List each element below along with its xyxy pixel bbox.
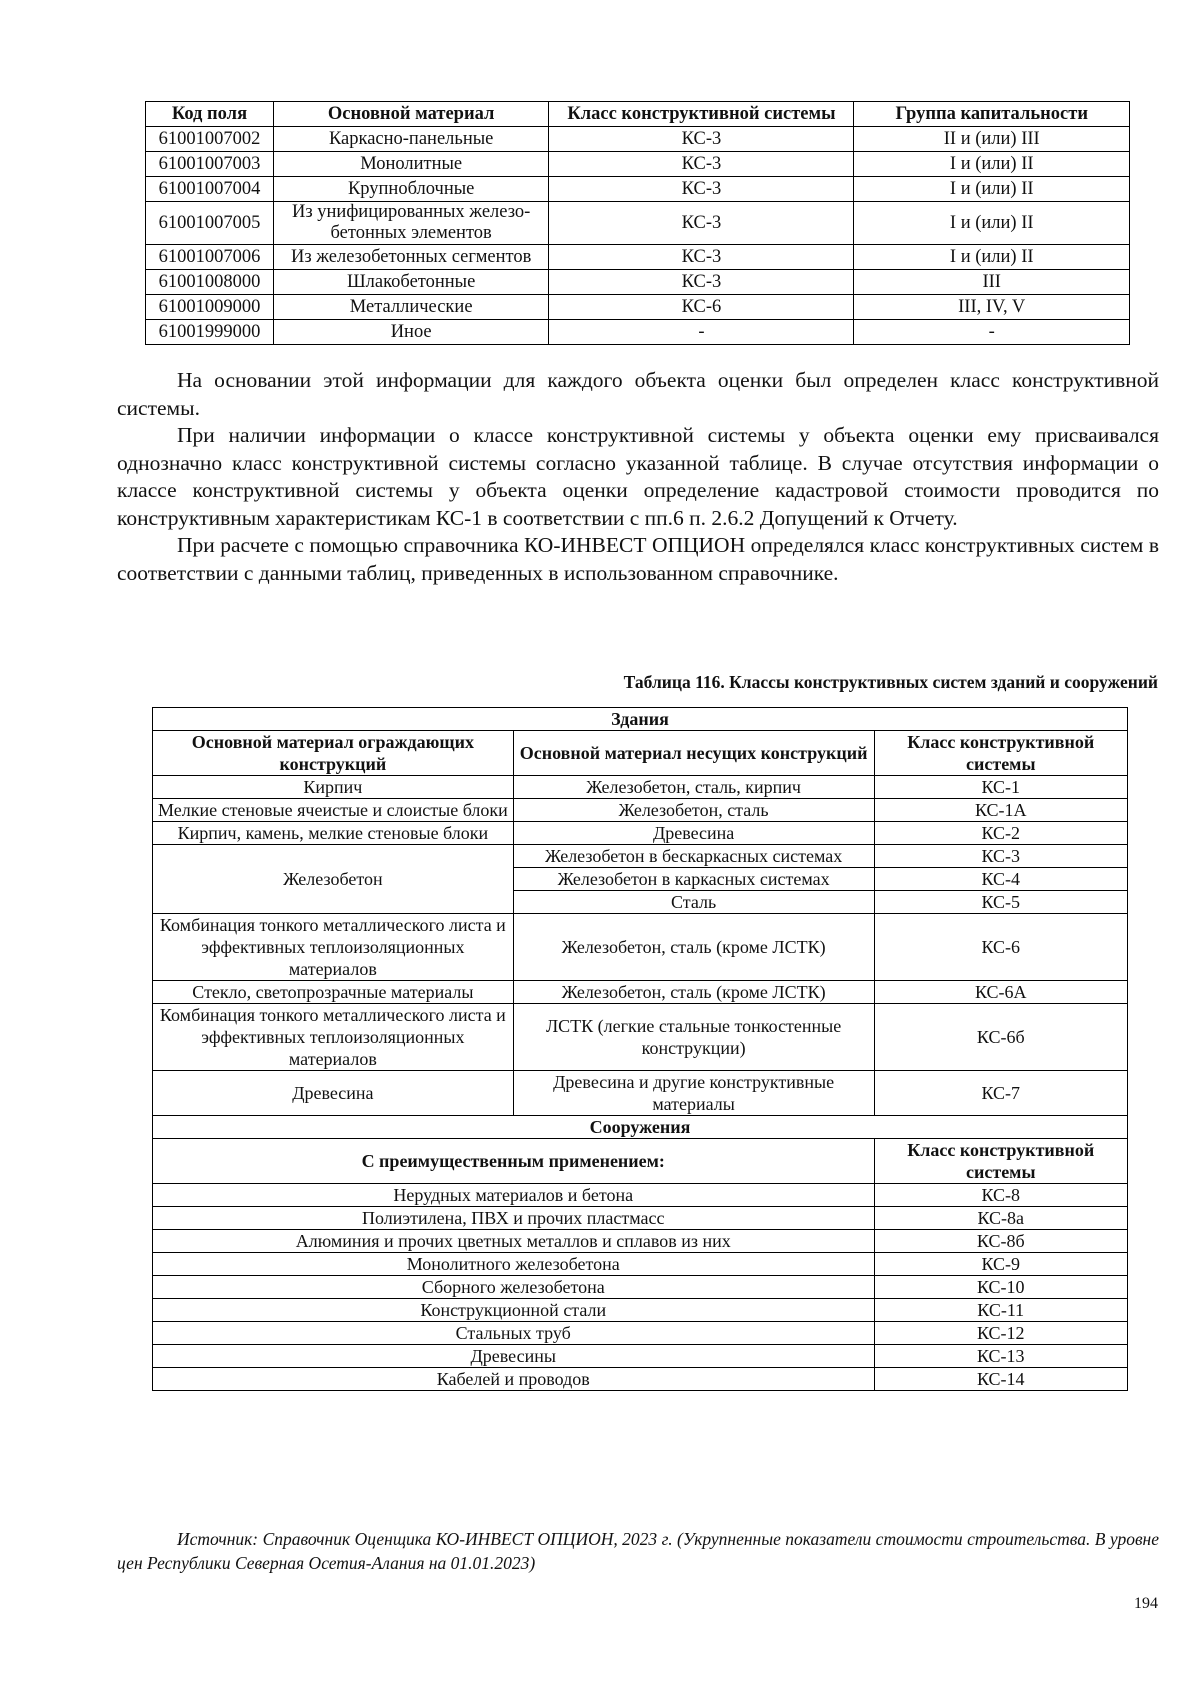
cell: Стекло, светопрозрачные материалы	[153, 981, 514, 1004]
cell: 61001007006	[146, 245, 274, 270]
cell: I и (или) II	[854, 245, 1130, 270]
cell: КС-3	[549, 177, 854, 202]
cell: КС-9	[874, 1253, 1128, 1276]
cell: Железобетон, сталь	[513, 799, 874, 822]
cell: I и (или) II	[854, 202, 1130, 245]
cell: КС-6	[874, 914, 1128, 981]
cell: КС-8а	[874, 1207, 1128, 1230]
cell: 61001009000	[146, 295, 274, 320]
cell: КС-7	[874, 1071, 1128, 1116]
cell: Монолитные	[273, 152, 549, 177]
cell: Нерудных материалов и бетона	[153, 1184, 875, 1207]
cell: Монолитного железобетона	[153, 1253, 875, 1276]
table-row	[146, 177, 1130, 202]
cell: Металлические	[273, 295, 549, 320]
cell: -	[549, 320, 854, 345]
table-row	[153, 914, 1128, 981]
construction-class-table	[152, 707, 1128, 1391]
cell: КС-5	[874, 891, 1128, 914]
table-row	[153, 1004, 1128, 1071]
cell: КС-10	[874, 1276, 1128, 1299]
section-header-row	[153, 1116, 1128, 1139]
col-header-code: Код поля	[146, 102, 274, 127]
paragraph: При наличии информации о классе конструктивной системы у объекта оценки ему присваивался однозначно класс конструктивной системы согласно указанной таблице. В случае отсутствия информации о классе конструктивной системы у объекта оценки определение кадастровой стоимости проводится по конструктивным характеристикам КС-1 в соответствии с пп.6 п. 2.6.2 Допущений к Отчету.	[117, 423, 1159, 530]
cell: I и (или) II	[854, 152, 1130, 177]
cell: КС-3	[549, 245, 854, 270]
cell: КС-8б	[874, 1230, 1128, 1253]
cell: Шлакобетонные	[273, 270, 549, 295]
table-caption: Таблица 116. Классы конструктивных систем зданий и сооружений	[623, 672, 1158, 692]
cell: Каркасно-панельные	[273, 127, 549, 152]
col-header-group: Группа капитальности	[854, 102, 1130, 127]
cell: Древесины	[153, 1345, 875, 1368]
cell: КС-2	[874, 822, 1128, 845]
col-header-material: Основной материал	[273, 102, 549, 127]
cell: Алюминия и прочих цветных металлов и сплавов из них	[153, 1230, 875, 1253]
table-row	[146, 152, 1130, 177]
cell: II и (или) III	[854, 127, 1130, 152]
section-header-row	[153, 708, 1128, 731]
cell: Из унифицированных железо-бетонных элементов	[273, 202, 549, 245]
cell: Железобетон в бескаркасных системах	[513, 845, 874, 868]
table-header-row	[153, 731, 1128, 776]
cell: КС-6	[549, 295, 854, 320]
cell: 61001008000	[146, 270, 274, 295]
table-row	[153, 1230, 1128, 1253]
page-number: 194	[1134, 1595, 1158, 1612]
cell: КС-14	[874, 1368, 1128, 1391]
col-header-class: Класс конструктивной системы	[874, 731, 1128, 776]
table-row	[153, 1253, 1128, 1276]
cell: Комбинация тонкого металлического листа и эффективных теплоизоляционных материалов	[153, 914, 514, 981]
cell: Древесина и другие конструктивные материалы	[513, 1071, 874, 1116]
table-row	[153, 1071, 1128, 1116]
table-row	[153, 1345, 1128, 1368]
cell: 61001007005	[146, 202, 274, 245]
source-note: Источник: Справочник Оценщика КО-ИНВЕСТ ОПЦИОН, 2023 г. (Укрупненные показатели стоимости строительства. В уровне цен Республики Северная Осетия-Алания на 01.01.2023)	[117, 1529, 1159, 1573]
table-row	[146, 320, 1130, 345]
cell: КС-4	[874, 868, 1128, 891]
cell: Кирпич	[153, 776, 514, 799]
table-row	[153, 1299, 1128, 1322]
cell: КС-3	[549, 127, 854, 152]
cell: КС-13	[874, 1345, 1128, 1368]
paragraph: При расчете с помощью справочника КО-ИНВЕСТ ОПЦИОН определялся класс конструктивных систем в соответствии с данными таблиц, приведенных в использованном справочнике.	[117, 533, 1159, 585]
cell: III, IV, V	[854, 295, 1130, 320]
cell: ЛСТК (легкие стальные тонкостенные конструкции)	[513, 1004, 874, 1071]
table-row	[146, 245, 1130, 270]
cell: КС-8	[874, 1184, 1128, 1207]
cell: Древесина	[153, 1071, 514, 1116]
col-header-bearing: Основной материал несущих конструкций	[513, 731, 874, 776]
cell: Полиэтилена, ПВХ и прочих пластмасс	[153, 1207, 875, 1230]
cell: Железобетон, сталь (кроме ЛСТК)	[513, 981, 874, 1004]
table-row	[153, 1276, 1128, 1299]
table-row	[146, 127, 1130, 152]
cell: Кирпич, камень, мелкие стеновые блоки	[153, 822, 514, 845]
table-row	[153, 1322, 1128, 1345]
cell: КС-1А	[874, 799, 1128, 822]
table-header-row	[146, 102, 1130, 127]
cell: КС-1	[874, 776, 1128, 799]
cell: Мелкие стеновые ячеистые и слоистые блоки	[153, 799, 514, 822]
cell: Сборного железобетона	[153, 1276, 875, 1299]
cell: -	[854, 320, 1130, 345]
cell: Древесина	[513, 822, 874, 845]
table-row	[153, 822, 1128, 845]
cell: I и (или) II	[854, 177, 1130, 202]
cell: III	[854, 270, 1130, 295]
structures-header: Сооружения	[153, 1116, 1128, 1139]
cell: Крупноблочные	[273, 177, 549, 202]
table-row	[146, 202, 1130, 245]
col-header-enclosing: Основной материал ограждающих конструкций	[153, 731, 514, 776]
cell: 61001007003	[146, 152, 274, 177]
table-header-row	[153, 1139, 1128, 1184]
cell: КС-3	[549, 202, 854, 245]
cell: КС-6А	[874, 981, 1128, 1004]
cell: КС-11	[874, 1299, 1128, 1322]
paragraph: На основании этой информации для каждого объекта оценки был определен класс конструктивной системы.	[117, 368, 1159, 420]
table-row	[153, 981, 1128, 1004]
buildings-header: Здания	[153, 708, 1128, 731]
cell: КС-12	[874, 1322, 1128, 1345]
cell: КС-6б	[874, 1004, 1128, 1071]
col-header-primary-use: С преимущественным применением:	[153, 1139, 875, 1184]
table-row	[153, 1368, 1128, 1391]
table-row	[153, 1207, 1128, 1230]
cell: Железобетон в каркасных системах	[513, 868, 874, 891]
table-row	[153, 845, 1128, 868]
cell: Конструкционной стали	[153, 1299, 875, 1322]
cell: 61001007004	[146, 177, 274, 202]
cell: Комбинация тонкого металлического листа и эффективных теплоизоляционных материалов	[153, 1004, 514, 1071]
cell: 61001007002	[146, 127, 274, 152]
cell: Железобетон, сталь, кирпич	[513, 776, 874, 799]
cell: КС-3	[874, 845, 1128, 868]
cell: КС-3	[549, 152, 854, 177]
table-row	[146, 295, 1130, 320]
field-code-table	[145, 101, 1130, 345]
cell: КС-3	[549, 270, 854, 295]
cell: Из железобетонных сегментов	[273, 245, 549, 270]
cell: Железобетон	[153, 845, 514, 914]
table-row	[146, 270, 1130, 295]
table-row	[153, 776, 1128, 799]
cell: Иное	[273, 320, 549, 345]
cell: 61001999000	[146, 320, 274, 345]
table-row	[153, 799, 1128, 822]
cell: Кабелей и проводов	[153, 1368, 875, 1391]
cell: Сталь	[513, 891, 874, 914]
col-header-class: Класс конструктивной системы	[874, 1139, 1128, 1184]
cell: Стальных труб	[153, 1322, 875, 1345]
cell: Железобетон, сталь (кроме ЛСТК)	[513, 914, 874, 981]
table-row	[153, 1184, 1128, 1207]
body-text	[117, 367, 1159, 587]
col-header-class: Класс конструктивной системы	[549, 102, 854, 127]
